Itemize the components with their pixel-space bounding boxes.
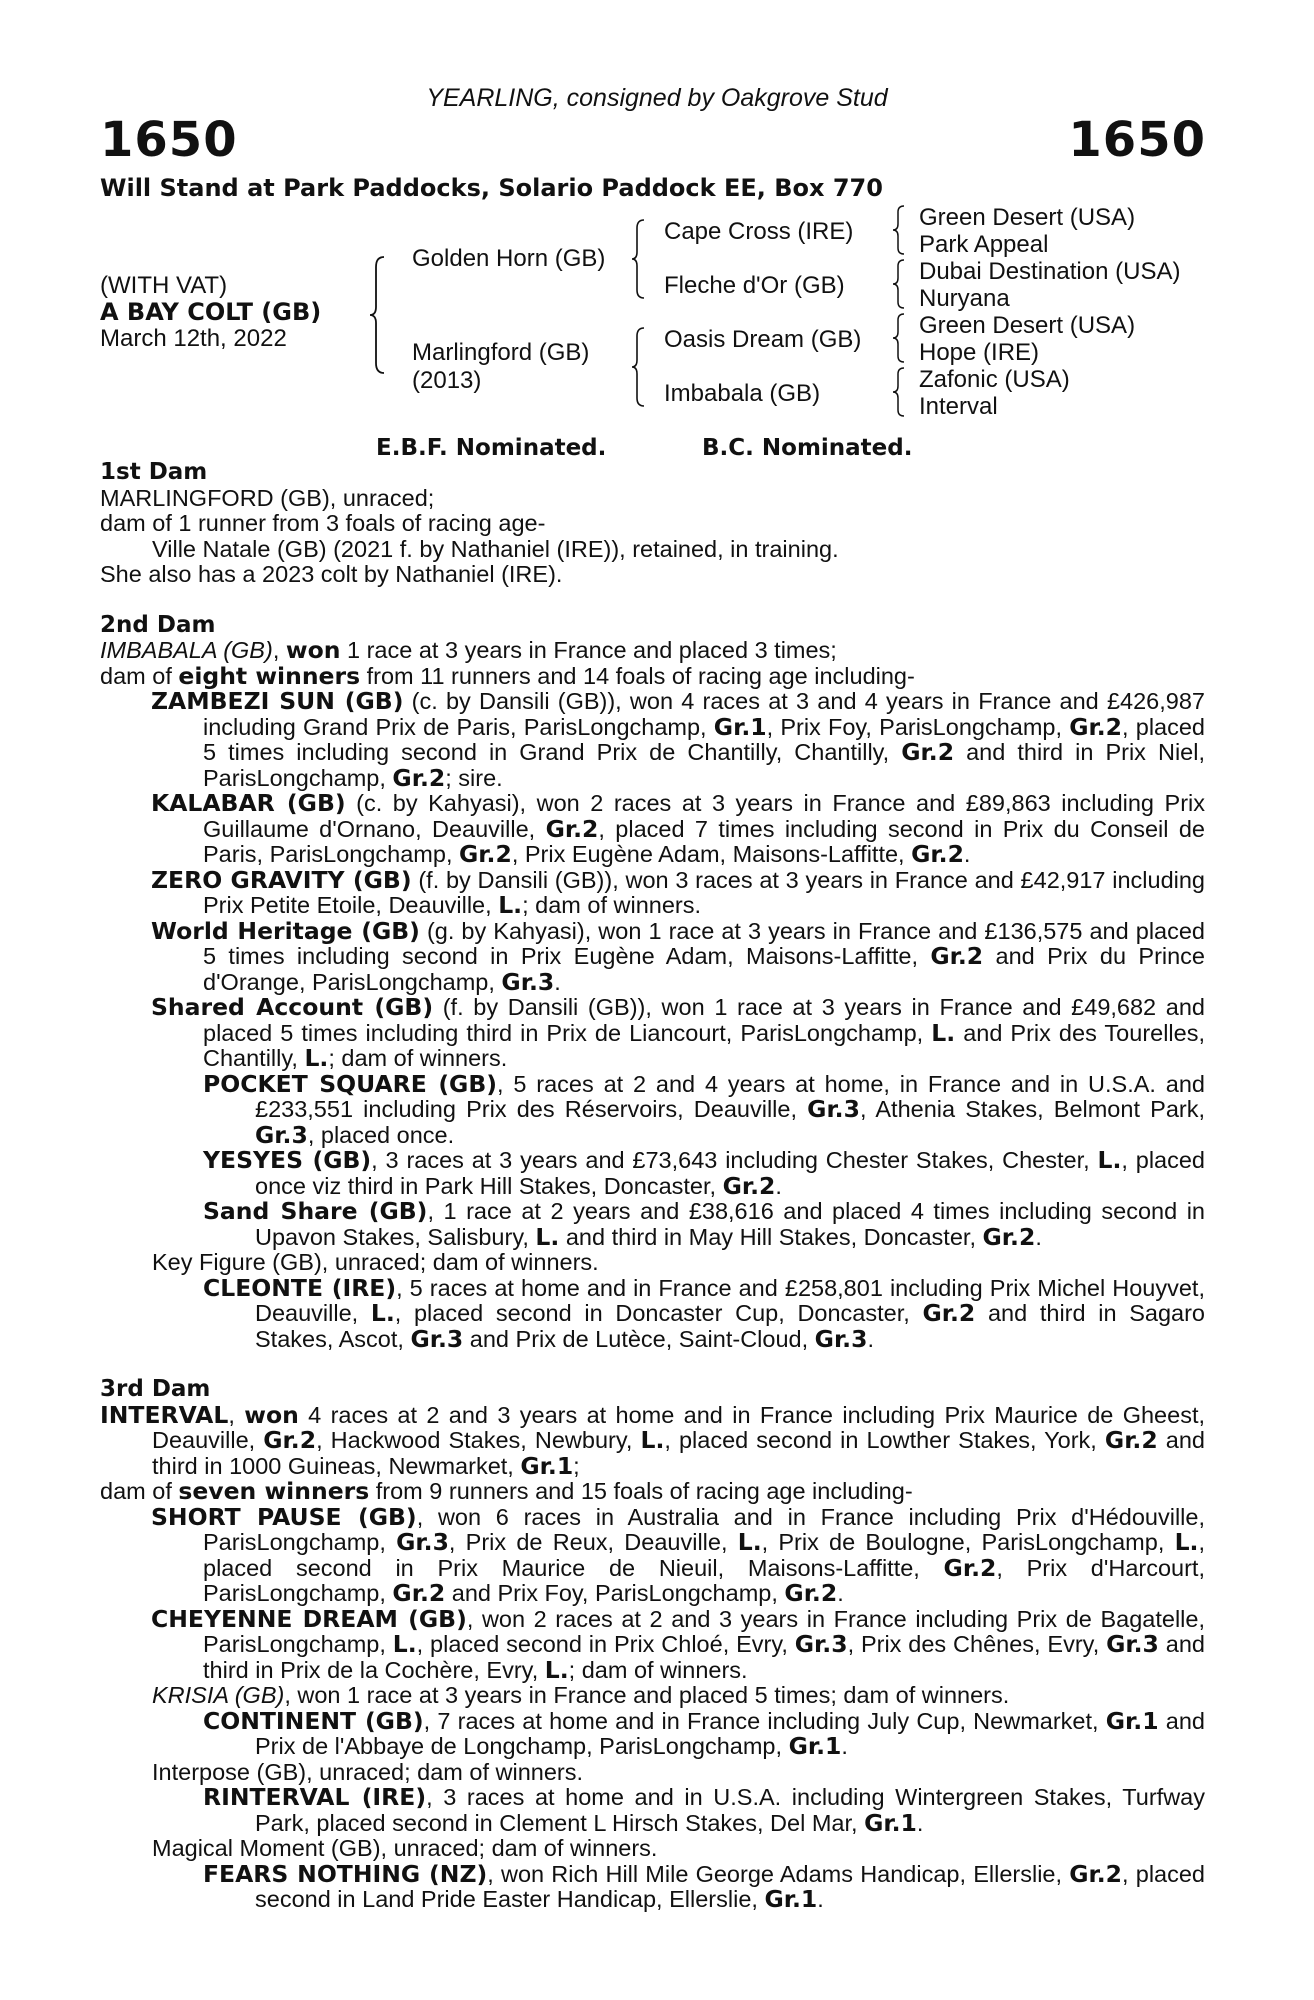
first-dam-offspring: Ville Natale (GB) (2021 f. by Nathaniel (IRE)), retained, in training. [152, 535, 839, 562]
first-dam-produce-line: dam of 1 runner from 3 foals of racing age- [100, 510, 546, 536]
lot-number-right: 1650 [1068, 112, 1206, 168]
list-item: World Heritage (GB) (g. by Kahyasi), won 1 race at 3 years in France and £136,575 and placed 5 times including second in Prix Eugène Adam, Maisons-Laffitte, Gr.2 and Prix du Prince d'Orange, ParisLongchamp, Gr.3. [151, 916, 1206, 996]
list-item: Magical Moment (GB), unraced; dam of winners. [152, 1835, 658, 1861]
catalogue-body [100, 460, 1205, 1913]
sire-sire-sire: Green Desert (USA) [919, 204, 1136, 231]
consignment-line: YEARLING, consigned by Oakgrove Stud [426, 84, 888, 112]
first-dam-line: MARLINGFORD (GB), unraced; [100, 484, 435, 511]
dam-sire-dam: Hope (IRE) [919, 339, 1040, 366]
list-item: POCKET SQUARE (GB), 5 races at 2 and 4 years at home, in France and in U.S.A. and £233,551 including Prix des Réservoirs, Deauville, Gr.3, Athenia Stakes, Belmont Park, Gr.3, placed once. [203, 1069, 1205, 1149]
bc-nomination: B.C. Nominated. [702, 435, 913, 461]
stand-location: Will Stand at Park Paddocks, Solario Paddock EE, Box 770 [100, 174, 883, 202]
list-item: YESYES (GB), 3 races at 3 years and £73,643 including Chester Stakes, Chester, L., placed once viz third in Park Hill Stakes, Doncaster, Gr.2. [203, 1146, 1206, 1200]
pedigree-brace-2 [893, 258, 909, 310]
pedigree-sire-brace [632, 218, 650, 300]
list-item: ZERO GRAVITY (GB) (f. by Dansili (GB)), won 3 races at 3 years in France and £42,917 including Prix Petite Etoile, Deauville, L.; dam of winners. [151, 865, 1205, 919]
list-item: CLEONTE (IRE), 5 races at home and in France and £258,801 including Prix Michel Houyvet, Deauville, L., placed second in Doncaster Cup, Doncaster, Gr.2 and third in Sagaro Stakes, Ascot, Gr.3 and Prix de Lutèce, Saint-Cloud, Gr.3. [203, 1273, 1205, 1353]
list-item: ZAMBEZI SUN (GB) (c. by Dansili (GB)), won 4 races at 3 and 4 years in France and £426,987 including Grand Prix de Paris, ParisLongchamp, Gr.1, Prix Foy, ParisLongchamp, Gr.2, placed 5 times including second in Grand Prix de Chantilly, Chantilly, Gr.2 and third in Prix Niel, ParisLongchamp, Gr.2; sire. [151, 687, 1206, 792]
list-item: RINTERVAL (IRE), 3 races at home and in U.S.A. including Wintergreen Stakes, Turfway Park, placed second in Clement L Hirsch Stakes, Del Mar, Gr.1. [203, 1783, 1205, 1837]
third-dam-produce-line: dam of seven winners from 9 runners and 15 foals of racing age including- [100, 1477, 913, 1505]
dam-sire: Oasis Dream (GB) [664, 326, 862, 353]
dam-dam-sire: Zafonic (USA) [919, 366, 1070, 393]
list-item: KALABAR (GB) (c. by Kahyasi), won 2 races at 3 years in France and £89,863 including Prix Guillaume d'Ornano, Deauville, Gr.2, placed 7 times including second in Prix du Conseil de Paris, ParisLongchamp, Gr.2, Prix Eugène Adam, Maisons-Laffitte, Gr.2. [151, 789, 1205, 868]
third-dam-line: INTERVAL, won 4 races at 2 and 3 years at home and in France including Prix Maurice de Gheest, Deauville, Gr.2, Hackwood Stakes, Newbury, L., placed second in Lowther Stakes, York, Gr.2 and third in 1000 Guineas, Newmarket, Gr.1; [100, 1400, 1205, 1480]
dam-dam-dam: Interval [919, 393, 998, 420]
ebf-nomination: E.B.F. Nominated. [376, 435, 607, 461]
pedigree-brace-1 [893, 204, 909, 256]
pedigree-dam-brace [632, 326, 650, 408]
second-dam-heading: 2nd Dam [100, 611, 216, 638]
list-item: CONTINENT (GB), 7 races at home and in France including July Cup, Newmarket, Gr.1 and Prix de l'Abbaye de Longchamp, ParisLongchamp, Gr.1. [203, 1706, 1205, 1760]
list-item: KRISIA (GB), won 1 race at 3 years in France and placed 5 times; dam of winners. [152, 1682, 1010, 1708]
foaling-date: March 12th, 2022 [100, 325, 287, 352]
dam-year: (2013) [412, 367, 482, 394]
list-item: FEARS NOTHING (NZ), won Rich Hill Mile George Adams Handicap, Ellerslie, Gr.2, placed second in Land Pride Easter Handicap, Ellerslie, Gr.1. [203, 1859, 1206, 1913]
dam: Marlingford (GB) [412, 339, 590, 366]
sire: Golden Horn (GB) [412, 245, 606, 272]
first-dam-heading: 1st Dam [100, 459, 208, 485]
pedigree-brace-3 [893, 312, 909, 364]
second-dam-produce-line: dam of eight winners from 11 runners and 14 foals of racing age including- [100, 661, 915, 690]
list-item: Shared Account (GB) (f. by Dansili (GB)), won 1 race at 3 years in France and £49,682 and placed 5 times including third in Prix de Liancourt, ParisLongchamp, L. and Prix des Tourelles, Chantilly, L.; dam of winners. [151, 993, 1206, 1072]
list-item: Key Figure (GB), unraced; dam of winners. [152, 1249, 599, 1275]
list-item: SHORT PAUSE (GB), won 6 races in Australia and in France including Prix d'Hédouville, ParisLongchamp, Gr.3, Prix de Reux, Deauville, L., Prix de Boulogne, ParisLongchamp, L., placed second in Prix Maurice de Nieuil, Maisons-Laffitte, Gr.2, Prix d'Harcourt, ParisLongchamp, Gr.2 and Prix Foy, ParisLongchamp, Gr.2. [151, 1502, 1205, 1607]
dam-sire-sire: Green Desert (USA) [919, 312, 1136, 339]
pedigree-brace-4 [893, 366, 909, 418]
sire-dam-dam: Nuryana [919, 285, 1010, 312]
sire-sire: Cape Cross (IRE) [664, 218, 854, 245]
lot-number-left: 1650 [100, 112, 238, 168]
horse-name: A BAY COLT (GB) [100, 298, 322, 326]
sire-dam-sire: Dubai Destination (USA) [919, 258, 1181, 285]
list-item: CHEYENNE DREAM (GB), won 2 races at 2 and 3 years in France including Prix de Bagatelle, ParisLongchamp, L., placed second in Prix Chloé, Evry, Gr.3, Prix des Chênes, Evry, Gr.3 and third in Prix de la Cochère, Evry, L.; dam of winners. [151, 1604, 1205, 1684]
sire-sire-dam: Park Appeal [919, 231, 1049, 258]
third-dam-heading: 3rd Dam [100, 1376, 211, 1402]
vat-note: (WITH VAT) [100, 272, 228, 299]
first-dam-note: She also has a 2023 colt by Nathaniel (IRE). [100, 561, 563, 587]
sire-dam: Fleche d'Or (GB) [664, 272, 845, 299]
list-item: Sand Share (GB), 1 race at 2 years and £38,616 and placed 4 times including second in Upavon Stakes, Salisbury, L. and third in May Hill Stakes, Doncaster, Gr.2. [203, 1197, 1206, 1251]
dam-dam: Imbabala (GB) [664, 380, 821, 407]
second-dam-line: IMBABALA (GB), won 1 race at 3 years in France and placed 3 times; [100, 636, 837, 664]
pedigree-main-brace [370, 255, 390, 375]
list-item: Interpose (GB), unraced; dam of winners. [152, 1758, 584, 1785]
